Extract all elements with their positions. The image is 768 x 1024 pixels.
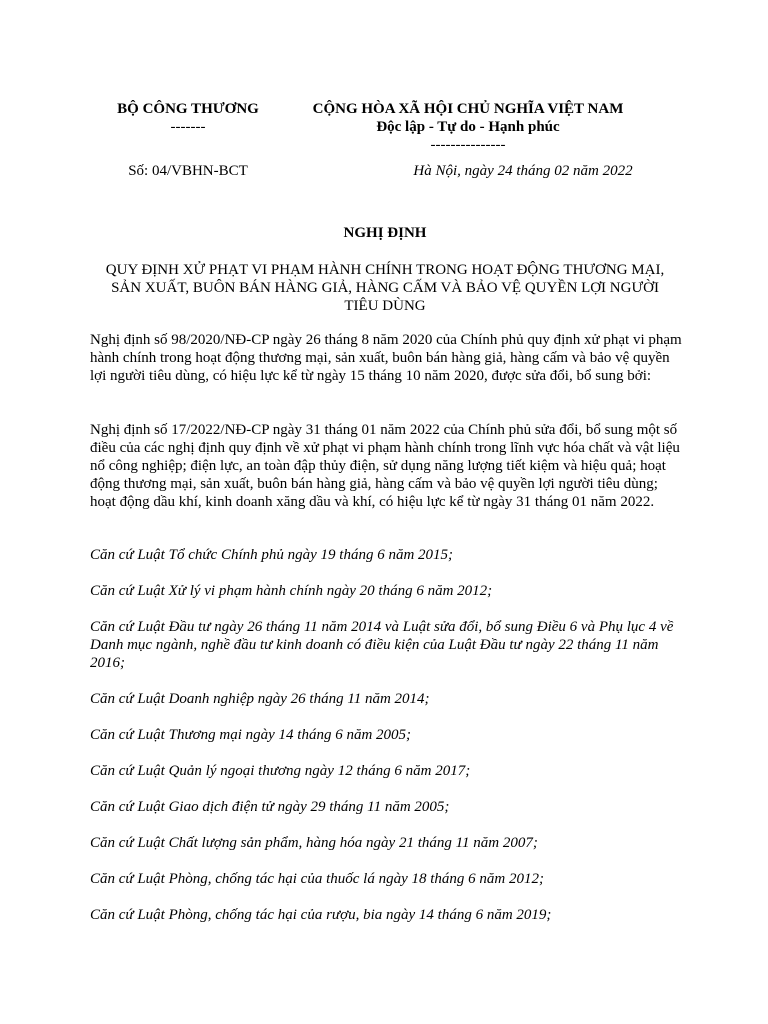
document-number: Số: 04/VBHN-BCT (128, 163, 248, 179)
nation-name: CỘNG HÒA XÃ HỘI CHỦ NGHĨA VIỆT NAM (312, 101, 624, 117)
place-and-date: Hà Nội, ngày 24 tháng 02 năm 2022 (413, 163, 633, 179)
ministry-rule: ------- (170, 119, 206, 135)
title-line-3: TIÊU DÙNG (344, 298, 426, 314)
legal-basis-2: Căn cứ Luật Xử lý vi phạm hành chính ngày 20 tháng 6 năm 2012; (90, 583, 493, 599)
legal-basis-3: Căn cứ Luật Đầu tư ngày 26 tháng 11 năm 2014 và Luật sửa đổi, bổ sung Điều 6 và Phụ lục 4 về Danh mục ngành, nghề đầu tư kinh doanh có điều kiện của Luật Đầu tư ngày 22 tháng 11 năm 2016; (90, 619, 674, 671)
legal-basis-1: Căn cứ Luật Tổ chức Chính phủ ngày 19 tháng 6 năm 2015; (90, 547, 454, 563)
title-line-2: SẢN XUẤT, BUÔN BÁN HÀNG GIẢ, HÀNG CẤM VÀ BẢO VỆ QUYỀN LỢI NGƯỜI (111, 280, 659, 296)
legal-basis-9: Căn cứ Luật Phòng, chống tác hại của thuốc lá ngày 18 tháng 6 năm 2012; (90, 871, 544, 887)
amendment-intro-paragraph: Nghị định số 98/2020/NĐ-CP ngày 26 tháng 8 năm 2020 của Chính phủ quy định xử phạt vi phạm hành chính trong hoạt động thương mại, sản xuất, buôn bán hàng giả, hàng cấm và bảo vệ quyền lợi người tiêu dùng, có hiệu lực kể từ ngày 15 tháng 10 năm 2020, được sửa đổi, bổ sung bởi: (90, 332, 682, 384)
document-type: NGHỊ ĐỊNH (343, 225, 427, 241)
legal-basis-10: Căn cứ Luật Phòng, chống tác hại của rượu, bia ngày 14 tháng 6 năm 2019; (90, 907, 552, 923)
ministry-name: BỘ CÔNG THƯƠNG (117, 101, 259, 117)
amending-decree-paragraph: Nghị định số 17/2022/NĐ-CP ngày 31 tháng 01 năm 2022 của Chính phủ sửa đổi, bổ sung một số điều của các nghị định quy định về xử phạt vi phạm hành chính trong lĩnh vực hóa chất và vật liệu nổ công nghiệp; điện lực, an toàn đập thủy điện, sử dụng năng lượng tiết kiệm và hiệu quả; hoạt động thương mại, sản xuất, buôn bán hàng giả, hàng cấm và bảo vệ quyền lợi người tiêu dùng; hoạt động dầu khí, kinh doanh xăng dầu và khí, có hiệu lực kể từ ngày 31 tháng 01 năm 2022. (90, 422, 680, 510)
legal-basis-5: Căn cứ Luật Thương mại ngày 14 tháng 6 năm 2005; (90, 727, 412, 743)
title-line-1: QUY ĐỊNH XỬ PHẠT VI PHẠM HÀNH CHÍNH TRONG HOẠT ĐỘNG THƯƠNG MẠI, (105, 262, 665, 278)
document-title (90, 261, 680, 315)
legal-basis-7: Căn cứ Luật Giao dịch điện tử ngày 29 tháng 11 năm 2005; (90, 799, 450, 815)
legal-basis-6: Căn cứ Luật Quản lý ngoại thương ngày 12 tháng 6 năm 2017; (90, 763, 471, 779)
legal-basis-4: Căn cứ Luật Doanh nghiệp ngày 26 tháng 11 năm 2014; (90, 691, 430, 707)
legal-basis-8: Căn cứ Luật Chất lượng sản phẩm, hàng hóa ngày 21 tháng 11 năm 2007; (90, 835, 538, 851)
motto-rule: --------------- (430, 137, 506, 153)
national-motto: Độc lập - Tự do - Hạnh phúc (376, 119, 560, 135)
